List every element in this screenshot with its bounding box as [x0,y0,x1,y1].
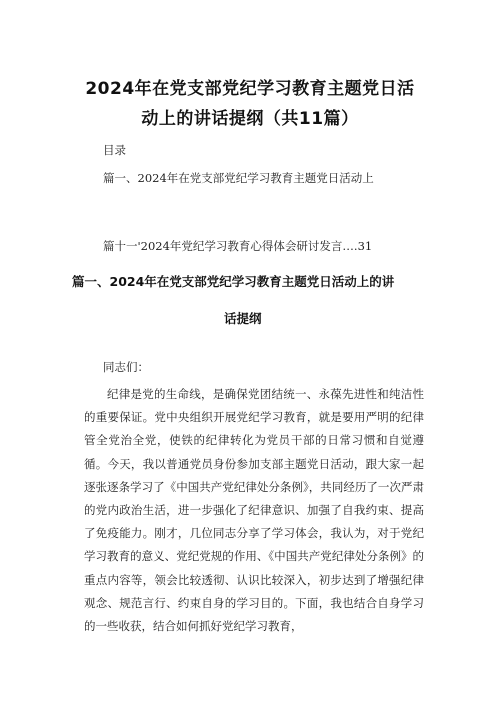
greeting: 同志们： [103,360,149,374]
document-title-line-1: 2024年在党支部党纪学习教育主题党日活 [85,79,415,99]
section-title-line-1: 篇一、2024年在党支部党纪学习教育主题党日活动上的讲 [72,274,395,289]
section-title-line-2: 话提纲 [224,311,262,326]
body-paragraph: 纪律是党的生命线，是确保党团结统一、永葆先进性和纯洁性的重要保证。党中央组织开展党纪学习教育，就是要用严明的纪律管全党治全党，使铁的纪律转化为党员干部的日常习惯和自觉遵循。今天，我以普通党员身份参加支部主题党日活动，跟大家一起逐张逐条学习了《中国共产党纪律处分条例》，共同经历了一次严肃的党内政治生活，进一步强化了纪律意识、加强了自我约束、提高了免疫能力。刚才，几位同志分享了学习体会，我认为，对于党纪学习教育的意义、党纪党规的作用、《中国共产党纪律处分条例》的重点内容等，领会比较透彻、认识比较深入，初步达到了增强纪律观念、规范言行、约束自身的学习目的。下面，我也结合自身学习的一些收获，结合如何抓好党纪学习教育， [84,387,424,634]
toc-item-11[interactable]: 篇十一'2024年党纪学习教育心得体会研讨发言….31 [103,239,373,253]
toc-heading: 目录 [103,143,126,157]
document-title-line-2: 动上的讲话提纲（共11篇） [141,109,359,129]
toc-item-1[interactable]: 篇一、2024年在党支部党纪学习教育主题党日活动上 [103,171,374,185]
